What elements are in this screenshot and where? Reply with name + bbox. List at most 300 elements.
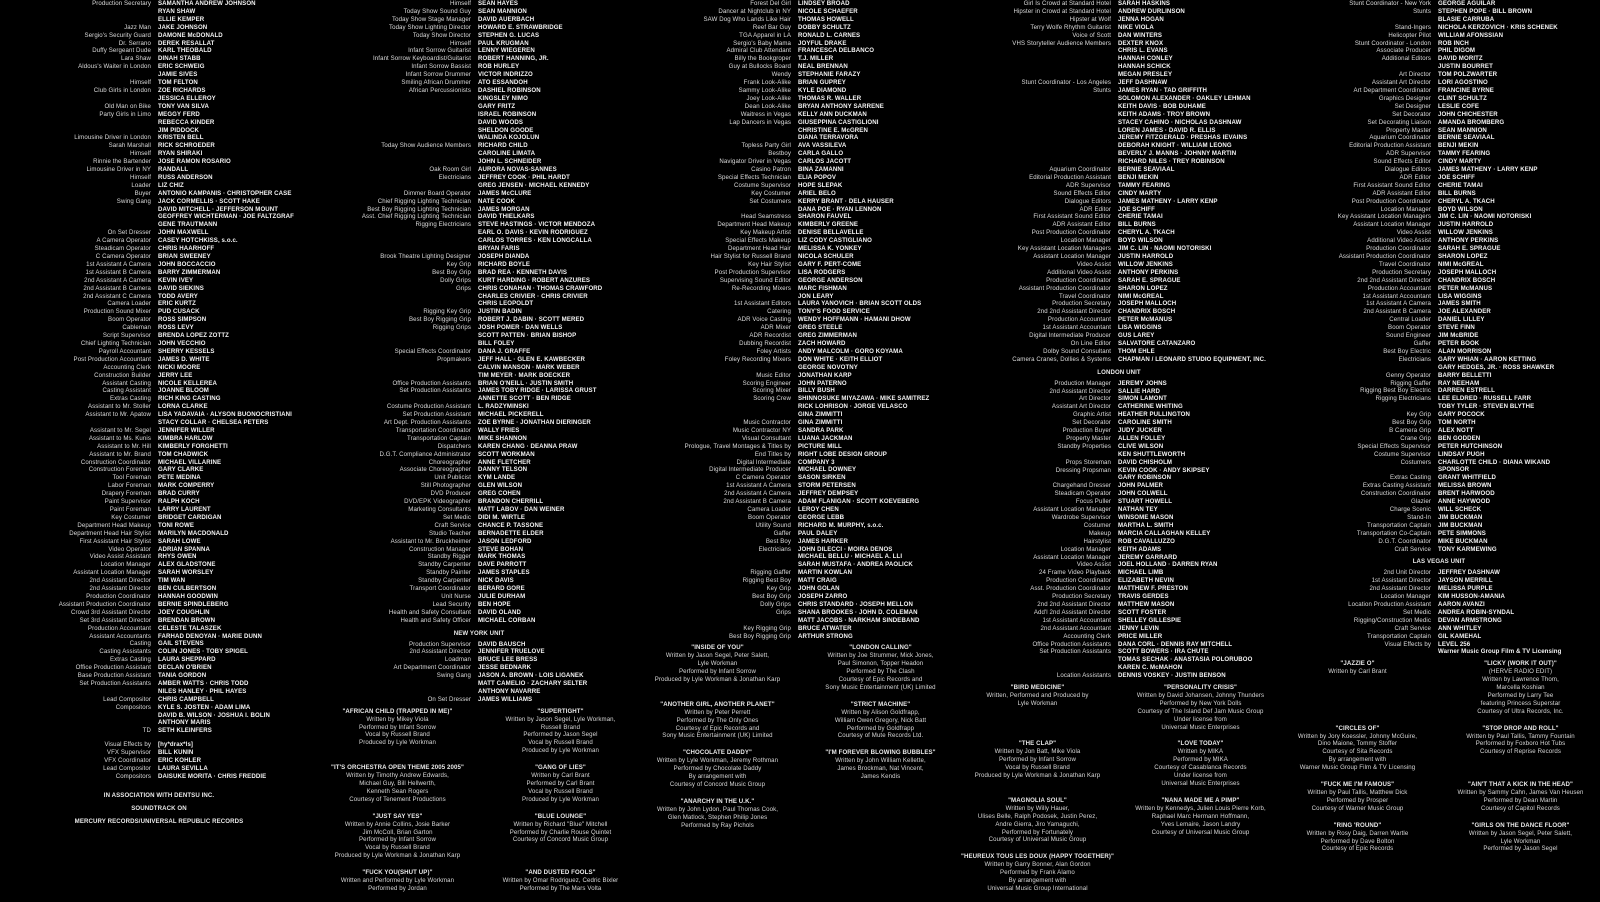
- credit-role: Assistant to Mr. Bruckheimer: [390, 537, 471, 545]
- credit-name: NIKE VIOLA: [1118, 23, 1154, 31]
- credit-name: WILLOW JENKINS: [1438, 229, 1493, 237]
- credit-role: Unit Publicist: [434, 474, 471, 482]
- credit-role: [320, 395, 478, 403]
- credit-name: JAMES D. WHITE: [158, 355, 210, 363]
- credit-row: [640, 119, 958, 127]
- credit-name: JEREMY GARRARD: [1118, 553, 1178, 561]
- credit-row: [640, 166, 958, 174]
- credit-name: LORI AGOSTINO: [1438, 79, 1488, 87]
- credit-name: GEORGE ANDERSON: [798, 276, 863, 284]
- credit-name: SHARON LOPEZ: [1438, 253, 1488, 260]
- credit-name: JENNA HOGAN: [1118, 15, 1164, 23]
- credit-name: RYAN SHAW: [158, 7, 196, 15]
- song-credit-line: Vocal by Russell Brand: [365, 844, 430, 852]
- credit-name: MEGAN PRESLEY: [1118, 71, 1173, 79]
- credit-name: GINA ZIMMITTI: [798, 411, 843, 419]
- credit-name: DAISUKE MORITA · CHRIS FREDDIE: [158, 772, 267, 780]
- song-credit-line: Vocal by Russell Brand: [365, 731, 430, 739]
- credit-role: Dancer at Nightclub in NY: [718, 7, 791, 15]
- credit-role: [320, 688, 478, 696]
- credit-row: [1280, 617, 1598, 625]
- credit-name: PETER McMANUS: [1118, 316, 1173, 324]
- credit-role: [320, 680, 478, 688]
- credit-role: Camera Loader: [747, 506, 791, 513]
- credit-row: [1280, 372, 1598, 380]
- credit-row: [640, 174, 958, 182]
- credit-row: [0, 182, 318, 190]
- credit-name: JOSEPH MALLOCH: [1118, 300, 1177, 308]
- credit-row: [1280, 411, 1598, 419]
- credit-role: ADR Supervisor: [1065, 181, 1111, 189]
- credit-row: [0, 340, 318, 348]
- credit-row: [1280, 641, 1598, 649]
- credit-row: [640, 79, 958, 87]
- song-credits: [960, 684, 1278, 902]
- credit-name: GUS LAREY: [1118, 332, 1155, 340]
- credit-name: TOBY TYLER · STEVEN BLYTHE: [1438, 403, 1535, 411]
- credit-row: [1280, 466, 1598, 474]
- credit-role: Video Assist: [1076, 561, 1111, 569]
- credit-name: FRANCESCA DELBANCO: [798, 47, 875, 55]
- credits-column-2: [320, 0, 638, 892]
- credit-name: CHANDRIX BOSCH: [1118, 308, 1176, 316]
- credit-row: [320, 245, 638, 253]
- credit-role: Post Production Supervisor: [714, 268, 791, 276]
- song-credit: [1443, 660, 1598, 715]
- credit-role: 2nd Assistant B Camera: [1363, 308, 1431, 316]
- credit-name: TAMMY FEARING: [1438, 150, 1491, 158]
- credit-row: [640, 127, 958, 135]
- credit-role: Location Assistants: [1056, 672, 1111, 680]
- credit-name: DANIEL LILLEY: [1438, 316, 1485, 324]
- credit-role: Office Production Assistants: [392, 379, 471, 387]
- credit-row: [640, 451, 958, 459]
- song-credit-line: Written by MIKA: [1177, 748, 1224, 756]
- credit-row: [640, 466, 958, 474]
- credit-row: [960, 79, 1278, 87]
- song-credit-line: Written by Jon Batt, Mike Viola: [994, 748, 1081, 756]
- credit-role: [960, 55, 1118, 63]
- credit-role: ADR Voice Casting: [737, 316, 791, 324]
- credit-role: Production Secretary: [1372, 268, 1431, 276]
- credit-role: Compositors: [115, 772, 151, 780]
- credit-row: [1280, 459, 1598, 467]
- song-credit-line: James Kendis: [860, 773, 901, 781]
- credit-row: [0, 680, 318, 688]
- song-title: "AFRICAN CHILD (TRAPPED IN ME)": [342, 707, 453, 715]
- credit-role: Waitress in Vegas: [740, 110, 791, 118]
- credit-name: JOE SCHIFF: [1438, 173, 1475, 181]
- credit-row: [1280, 538, 1598, 546]
- credit-name: BERNIE SEAVIAAL: [1438, 134, 1495, 142]
- credit-row: [1280, 253, 1598, 261]
- credit-row: [0, 411, 318, 419]
- credit-row: [320, 498, 638, 506]
- credit-row: [640, 514, 958, 522]
- credit-row: [640, 364, 958, 372]
- credit-name: JIM BUCKMAN: [1438, 513, 1483, 521]
- credit-role: Makeup: [1088, 529, 1111, 537]
- song-credit-line: Russell Brand: [540, 723, 581, 731]
- credit-row: [960, 459, 1278, 467]
- credit-row: [320, 79, 638, 87]
- credit-row: [1280, 95, 1598, 103]
- credit-name: RICH KING CASTING: [158, 395, 221, 403]
- credit-name: DAVID MITCHELL · JEFFERSON MOUNT: [158, 205, 279, 213]
- closing-note: SOUNDTRACK ON: [131, 804, 187, 812]
- song-credit: [320, 764, 475, 804]
- credit-row: [1280, 24, 1598, 32]
- credit-name: RIGHT LOBE DESIGN GROUP: [798, 450, 887, 458]
- song-credit-line: Performed by Jordan: [368, 884, 427, 892]
- song-credit-line: Performed by The Clash: [846, 668, 915, 676]
- credit-row: [960, 16, 1278, 24]
- credit-name: NICOLA SCHULER: [798, 253, 854, 260]
- credit-row: [1280, 316, 1598, 324]
- credit-name: JENNY LEVIN: [1118, 624, 1159, 632]
- credit-name: JENNIFER TRUELOVE: [478, 648, 545, 656]
- credit-name: LISA RODGERS: [798, 268, 846, 276]
- credit-role: Transportation Captain: [1367, 632, 1431, 640]
- credit-name: DEBORAH KNIGHT · WILLIAM LEONG: [1118, 142, 1232, 150]
- credit-row: [960, 237, 1278, 245]
- credit-row: [0, 490, 318, 498]
- credits-column-4: [960, 0, 1278, 892]
- credit-role: [320, 293, 478, 301]
- credit-role: Base Production Assistant: [77, 672, 151, 680]
- song-title: "LOVE TODAY": [1177, 740, 1224, 748]
- song-title: "IT'S ORCHESTRA OPEN THEME 2005 2005": [331, 764, 464, 772]
- credit-name: JIM BUCKMAN: [1438, 521, 1483, 529]
- credit-row: [960, 0, 1278, 8]
- credit-name: GARY POCOCK: [1438, 411, 1485, 419]
- credit-row: [960, 71, 1278, 79]
- credit-name: KEITH ADAMS: [1118, 545, 1162, 553]
- credit-role: Rigging Best Boy: [742, 577, 791, 585]
- song-credit-line: Universal Music Enterprises: [1161, 780, 1240, 787]
- credit-role: Stunts: [1413, 7, 1431, 15]
- credit-row: [960, 166, 1278, 174]
- credit-role: [640, 127, 798, 135]
- song-credit: [483, 708, 638, 755]
- credit-name: SPONSOR: [1438, 466, 1470, 474]
- credit-role: Hair Stylist for Russell Brand: [710, 253, 791, 260]
- credit-row: [960, 569, 1278, 577]
- credit-role: Stunt Coordinator - Los Angeles: [1021, 79, 1111, 87]
- credit-name: CARLA GALLO: [798, 150, 844, 158]
- credit-name: TIM WAN: [158, 577, 186, 585]
- credit-role: Assistant Production Coordinator: [58, 600, 151, 608]
- credit-name: COLIN JONES · TOBY SPIGEL: [158, 648, 248, 656]
- credit-role: Sarah Marshall: [108, 142, 151, 150]
- credit-role: Infant Sorrow Keyboardist/Guitarist: [373, 55, 471, 63]
- credit-role: Limousine Driver in NY: [86, 166, 151, 174]
- credit-role: Oak Room Girl: [429, 166, 471, 174]
- song-credit-line: Written by Sammy Cahn, James Van Heusen: [1457, 789, 1584, 796]
- credit-role: Extras Casting: [109, 656, 151, 664]
- credit-row: [1280, 633, 1598, 641]
- credit-name: CARLOS TORRES · KEN LONGCALLA: [478, 237, 592, 245]
- credit-row: [960, 316, 1278, 324]
- credit-role: Graphic Artist: [1073, 411, 1111, 419]
- credit-row: [640, 229, 958, 237]
- song-credit: [803, 749, 958, 789]
- credit-name: BLASIE CARRUBA: [1438, 15, 1495, 23]
- credit-role: Camera Loader: [107, 300, 151, 308]
- song-title: "ANARCHY IN THE U.K.": [680, 797, 755, 805]
- credit-role: Frank Look-Alike: [743, 79, 791, 87]
- credit-role: Extras Casting: [109, 395, 151, 403]
- credit-role: Gaffer: [773, 529, 791, 537]
- credit-role: Production Secretary: [92, 0, 151, 7]
- credit-name: KAREN CHANG · DEANNA PRAW: [478, 442, 578, 450]
- credit-row: [640, 380, 958, 388]
- credit-row: [0, 8, 318, 16]
- credit-role: Music Contractor NY: [732, 426, 791, 434]
- credit-role: Production Manager: [1054, 379, 1111, 387]
- credit-role: Hipster in Crowd at Standard Hotel: [1013, 7, 1111, 15]
- credit-row: [640, 111, 958, 119]
- credit-row: [960, 285, 1278, 293]
- song-credit-line: Performed by MIKA: [1173, 756, 1228, 764]
- credit-role: Sammy Look-Alike: [738, 86, 791, 94]
- credit-role: [320, 158, 478, 166]
- credit-name: GARY HEDGES, JR. · ROSS SHAWKER: [1438, 363, 1555, 371]
- credit-name: MIKE BUCKMAN: [1438, 537, 1488, 545]
- credit-name: BRAD REA · KENNETH DAVIS: [478, 268, 568, 276]
- credit-role: Transportation Captain: [407, 434, 471, 442]
- credit-name: JAKE JOHNSON: [158, 23, 208, 31]
- credit-name: CATHERINE WHITING: [1118, 403, 1183, 411]
- song-credit-line: Courtesy of The Island Def Jam Music Group: [1137, 707, 1264, 715]
- credit-row: [640, 530, 958, 538]
- credit-role: Production Sound Mixer: [83, 308, 151, 316]
- credit-row: [0, 474, 318, 482]
- credit-name: JOHN COLWELL: [1118, 490, 1168, 498]
- credit-role: Rigging Best Boy Electric: [1360, 387, 1431, 395]
- credit-row: [640, 182, 958, 190]
- credit-role: Set Designer: [1394, 102, 1431, 110]
- credit-name: DAVID MORITZ: [1438, 55, 1483, 63]
- credit-name: MARTIN KOWLAN: [798, 569, 853, 577]
- credit-name: JAMES HARKER: [798, 537, 848, 545]
- credit-role: Production Secretary: [1052, 593, 1111, 601]
- credit-row: [960, 609, 1278, 617]
- credit-name: NICOLE SCHAEFER: [798, 7, 858, 15]
- credit-name: BERNADETTE ELDER: [478, 529, 544, 537]
- credit-name: MARILYN MACDONALD: [158, 529, 229, 537]
- credit-role: [960, 142, 1118, 150]
- credit-row: [640, 293, 958, 301]
- credit-name: GREG ZIMMERMAN: [798, 332, 857, 340]
- section-credits-list: [1280, 569, 1598, 656]
- credit-role: Production Coordinator: [1366, 245, 1431, 253]
- credit-row: [0, 403, 318, 411]
- credit-name: COMPANY 3: [798, 458, 835, 466]
- credit-role: Assistant to Mr. Hill: [97, 442, 151, 450]
- credit-row: [320, 253, 638, 261]
- credit-name: BERARD GORE: [478, 585, 525, 593]
- credit-role: Editorial Production Assistant: [1349, 142, 1431, 150]
- song-credit: [640, 644, 795, 691]
- credit-role: Himself: [129, 79, 151, 87]
- credit-name: NATE COOK: [478, 197, 516, 205]
- credit-role: Best Boy Rigging Lighting Technician: [367, 205, 471, 213]
- credit-name: DAN WINTERS: [1118, 31, 1163, 39]
- credit-row: [0, 213, 318, 221]
- credit-name: DANA CORL · DENNIS RAY MITCHELL: [1118, 640, 1233, 648]
- credit-row: [960, 103, 1278, 111]
- song-title: "JUST SAY YES": [372, 812, 423, 820]
- song-credit-line: Written by John William Kellette,: [835, 757, 926, 765]
- credit-name: CHRIS LEOPOLDT: [478, 300, 534, 308]
- credit-name: DAVID B. WILSON · JOSHUA I. BOLIN: [158, 711, 270, 719]
- credit-row: [960, 293, 1278, 301]
- credit-row: [0, 514, 318, 522]
- credit-role: Video Assist: [1076, 260, 1111, 268]
- credit-role: [960, 127, 1118, 135]
- credit-name: PAUL DALEY: [798, 529, 838, 537]
- song-credit-line: Written by Kennedys, Julien Louis Pierre Korb,: [1135, 804, 1266, 812]
- credit-row: [640, 134, 958, 142]
- credit-role: 1st Assistant B Camera: [85, 268, 151, 276]
- song-credit: [640, 749, 795, 789]
- credit-role: Travel Coordinator: [1058, 292, 1111, 300]
- credit-name: JIM C. LIN · NAOMI NOTORISKI: [1438, 213, 1532, 221]
- credit-row: [1280, 348, 1598, 356]
- credit-name: SEAN MANNION: [1438, 126, 1487, 134]
- credit-role: Key Makeup Artist: [740, 229, 791, 237]
- credit-row: [960, 206, 1278, 214]
- song-credit-line: Under license from: [1174, 715, 1227, 723]
- credits-list: [960, 0, 1278, 364]
- credit-row: [1280, 269, 1598, 277]
- credit-name: BRYAN FARIS: [478, 245, 520, 253]
- credit-row: [320, 530, 638, 538]
- credit-role: Foley Artists: [756, 347, 791, 355]
- credit-name: JOHN VECCHIO: [158, 339, 206, 347]
- credit-name: WILL SCHECK: [1438, 506, 1482, 513]
- credit-role: [0, 16, 158, 24]
- credit-name: ATO ESSANDOH: [478, 79, 528, 87]
- credit-role: Production Accountant: [1047, 316, 1111, 324]
- song-credit-line: Lyle Workman: [1500, 837, 1541, 845]
- song-credit: [1443, 781, 1598, 813]
- credit-row: [0, 142, 318, 150]
- credit-row: [640, 47, 958, 55]
- credit-row: [960, 8, 1278, 16]
- credit-row: [1280, 490, 1598, 498]
- credit-row: [960, 664, 1278, 672]
- credit-role: Lead Compositor: [103, 695, 151, 703]
- credit-row: [0, 387, 318, 395]
- credit-row: [640, 95, 958, 103]
- credit-name: BILLY BUSH: [798, 387, 835, 395]
- credit-row: [320, 372, 638, 380]
- credit-name: BARRY ZIMMERMAN: [158, 268, 221, 276]
- credit-row: [0, 569, 318, 577]
- credit-name: LISA WIGGINS: [1118, 324, 1162, 332]
- credit-name: ELIZABETH NEVIN: [1118, 577, 1175, 585]
- credit-row: [640, 285, 958, 293]
- credit-row: [0, 324, 318, 332]
- credit-name: KRISTEN BELL: [158, 134, 204, 142]
- credit-row: [320, 617, 638, 625]
- credit-row: [320, 308, 638, 316]
- credit-name: JEFFREY DASHNAW: [1438, 569, 1500, 577]
- credit-name: BILL BURNS: [1438, 189, 1476, 197]
- credit-row: [1280, 498, 1598, 506]
- credit-name: ZOE RICHARDS: [158, 86, 206, 94]
- credit-name: LAURA YANOVICH · BRIAN SCOTT OLDS: [798, 300, 922, 308]
- credit-row: [960, 253, 1278, 261]
- credit-name: NIMI McGREAL: [1438, 260, 1484, 268]
- credit-name: JEREMY FITZGERALD · PRESHAS IEVAINS: [1118, 134, 1248, 142]
- credit-role: Craft Service: [1394, 545, 1431, 553]
- credit-name: ELLIE KEMPER: [158, 15, 205, 23]
- song-credit-line: Written by Carl Brant: [1328, 668, 1387, 676]
- credit-role: Standby Painter: [426, 569, 471, 577]
- credit-name: CHERYL A. TKACH: [1118, 229, 1175, 237]
- credit-row: [1280, 443, 1598, 451]
- credit-row: [0, 617, 318, 625]
- credit-row: [0, 625, 318, 633]
- credit-role: Lap Dancers in Vegas: [729, 118, 791, 126]
- credit-role: Production Coordinator: [1046, 577, 1111, 585]
- credit-name: JUSTIN HARROLD: [1118, 253, 1174, 260]
- credit-role: Sound Engineer: [1385, 332, 1431, 340]
- credit-name: BENJI MEKIN: [1118, 173, 1159, 181]
- credit-row: [320, 142, 638, 150]
- credit-row: [0, 285, 318, 293]
- credit-name: AMBER WATTS · CHRIS TODD: [158, 679, 249, 687]
- song-title: "LONDON CALLING": [849, 644, 912, 652]
- credit-role: Assistant Production Coordinator: [1018, 284, 1111, 292]
- credit-role: Standby Carpenter: [418, 561, 471, 569]
- credit-name: BILL FOLEY: [478, 339, 515, 347]
- credit-name: ANTONIO KAMPANIS · CHRISTOPHER CASE: [158, 189, 292, 197]
- credit-name: SIMON LAMONT: [1118, 395, 1167, 403]
- credit-row: [640, 625, 958, 633]
- credit-name: DAVE PARROTT: [478, 561, 527, 569]
- credit-row: [960, 150, 1278, 158]
- credit-name: EARL O. DAVIS · KEVIN RODRIGUEZ: [478, 229, 588, 237]
- credit-name: SHELLEY GILLESPIE: [1118, 616, 1182, 624]
- credit-row: [320, 506, 638, 514]
- song-credit-line: Performed by Infant Sorrow: [358, 723, 437, 731]
- credit-name: KEVIN IVEY: [158, 276, 194, 284]
- credit-role: Accounting Clerk: [1063, 632, 1111, 640]
- credit-role: Steadicam Operator: [94, 245, 151, 253]
- credit-name: SALVATORE CATANZARO: [1118, 339, 1196, 347]
- credit-row: [960, 245, 1278, 253]
- credit-role: [0, 71, 158, 79]
- song-credit-line: Dino Maione, Tommy Stoffer: [1317, 740, 1398, 748]
- credit-role: Assistant Location Manager: [1033, 253, 1111, 260]
- credit-name: FARHAD DENOYAN · MARIE DUNN: [158, 632, 263, 640]
- credit-role: Lead Compositor: [103, 765, 151, 772]
- credit-name: AURORA NOVAS-SANNES: [478, 166, 557, 174]
- credit-row: [640, 569, 958, 577]
- credit-name: GREG COHEN: [478, 490, 521, 498]
- credit-role: Gaffer: [1413, 339, 1431, 347]
- credit-role: Art Director: [1398, 71, 1431, 79]
- credit-row: [640, 0, 958, 8]
- credit-role: Dolly Grips: [760, 600, 791, 608]
- credit-role: Voice of Scott: [1072, 31, 1111, 39]
- credit-role: Assistant Production Coordinator: [1338, 253, 1431, 260]
- credit-name: MATT CAMELIO · ZACHARY SELTER: [478, 680, 588, 688]
